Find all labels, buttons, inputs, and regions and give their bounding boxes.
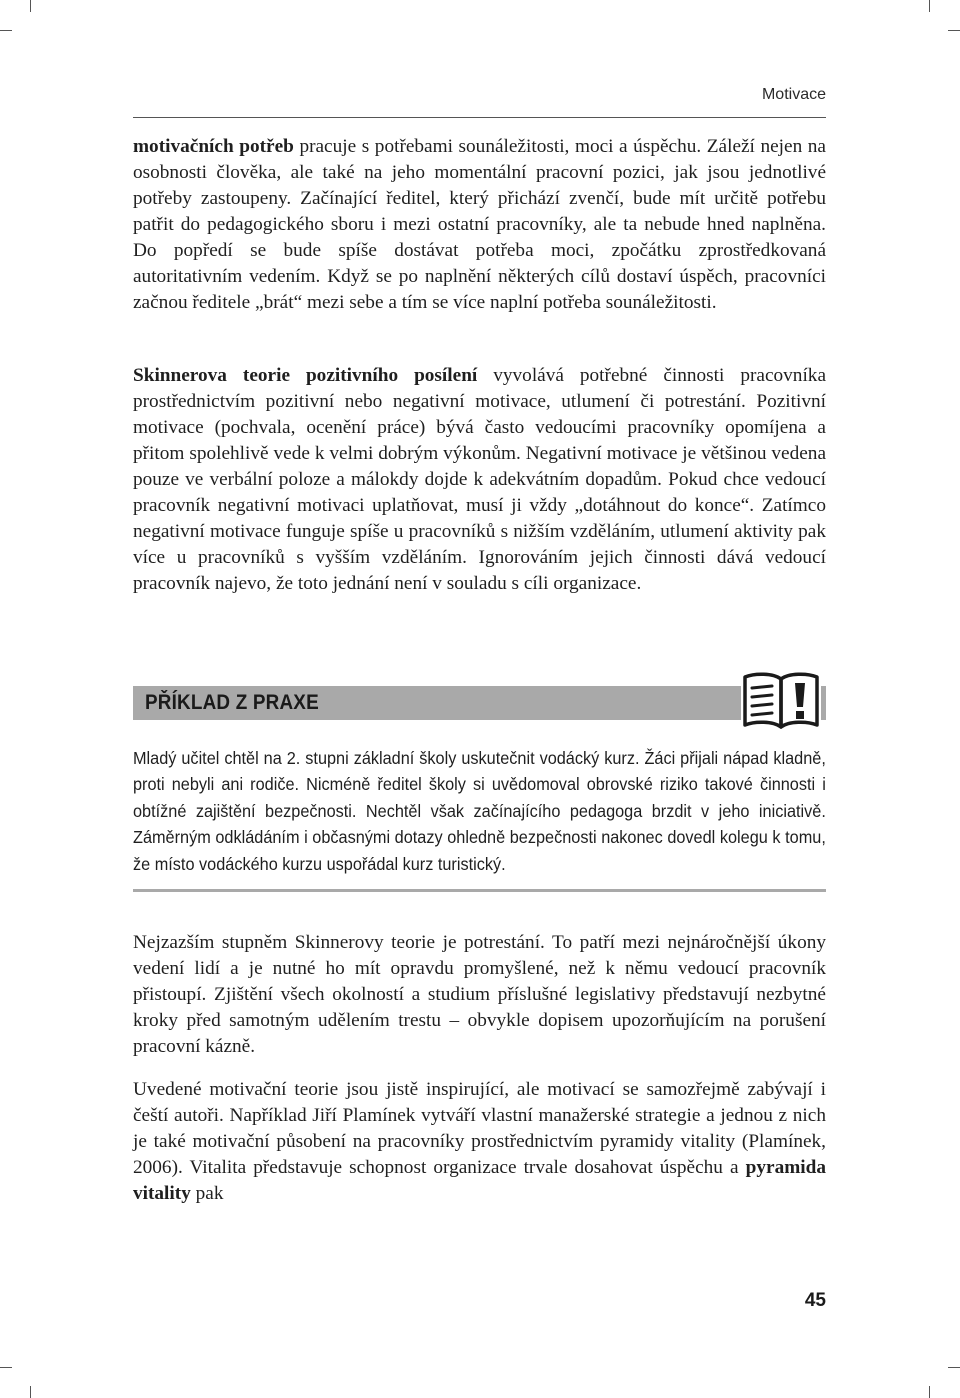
example-text: Mladý učitel chtěl na 2. stupni základní školy uskutečnit vodácký kurz. Žáci přijali nápad kladně, proti nebyli ani rodiče. Nicméně ředitel školy si uvědomoval obrovské riziko takové činnosti i obtížné zajištění bezpečnosti. Nechtěl však začínajícího pedagoga brzdit v jeho iniciativě. Záměrným odkládáním i občasnými dotazy ohledně bezpečnosti nakonec dovedl kolegu k tomu, že místo vodáckého kurzu uspořádal kurz turistický. — [133, 748, 826, 874]
paragraph-motivation-needs — [133, 134, 826, 316]
term-motivational-needs: motivačních potřeb — [133, 136, 294, 157]
paragraph-czech-authors — [133, 1077, 826, 1207]
book-exclamation-icon — [741, 667, 821, 731]
term-pyramid-vitality: pyramida vitality — [133, 1157, 826, 1204]
paragraph-3-text: Nejzazším stupněm Skinnerovy teorie je potrestání. To patří mezi nejnáročnější úkony vedení lidí a je nutné ho mít opravdu promyšlené, než k němu vedoucí pracovník přistoupí. Zjištění všech okolností a studium příslušné legislativy představují nezbytné kroky před samotným udělením trestu – obvykle dopisem upozorňujícím na porušení pracovní kázně. — [133, 932, 826, 1057]
paragraph-1-text: pracuje s potřebami sounáležitosti, moci a úspěchu. Záleží nejen na osobnosti člověka, ale také na jeho momentální pracovní pozici, jak jsou jednotlivé potřeby zastoupeny. Začínající ředitel, který přichází zvenčí, bude mít určitě potřebu patřit do pedagogického sboru i mezi ostatní pracovníky, ale ta nebude hned naplněna. Do popředí se bude spíše dostávat potřeba moci, zpočátku zprostředkovaná autoritativním vedením. Když se po naplnění některých cílů dostaví úspěch, pracovníci začnou ředitele „brát“ mezi sebe a tím se více naplní potřeba sounáležitosti. — [133, 136, 826, 313]
example-bottom-rule — [133, 889, 826, 892]
header-rule — [133, 117, 826, 118]
page-number: 45 — [804, 1290, 826, 1311]
crop-mark-bottom-right-h — [948, 1367, 960, 1368]
crop-mark-top-left-h — [0, 30, 12, 31]
paragraph-4-text: Uvedené motivační teorie jsou jistě inspirující, ale motivací se samozřejmě zabývají i čeští autoři. Například Jiří Plamínek vytváří vlastní manažerské strategie a jednou z nich je také motivační působení na pracovníky prostřednictvím pyramidy vitality (Plamínek, 2006). Vitalita představuje schopnost organizace trvale dosahovat úspěchu a — [133, 1079, 826, 1178]
crop-mark-top-right — [929, 0, 930, 12]
paragraph-punishment — [133, 930, 826, 1060]
crop-mark-bottom-left — [30, 1386, 31, 1398]
crop-mark-top-right-h — [948, 30, 960, 31]
crop-mark-bottom-left-h — [0, 1367, 12, 1368]
crop-mark-top-left — [30, 0, 31, 12]
paragraph-2-text: vyvolává potřebné činnosti pracovníka prostřednictvím pozitivní nebo negativní motivace, utlumení či potrestání. Pozitivní motivace (pochvala, ocenění práce) bývá často vedoucími pracovníky opomíjena a přitom spolehlivě vede k velmi dobrým výkonům. Negativní motivace je většinou vedena pouze ve verbální poloze a málokdy dojde k adekvátním dopadům. Pokud chce vedoucí pracovník negativní motivaci uplatňovat, musí ji vždy „dotáhnout do konce“. Zatímco negativní motivace funguje spíše u pracovníků s nižším vzděláním, utlumení aktivity pak více u pracovníků s vyšším vzděláním. Ignorováním jejich činnosti dává vedoucí pracovník najevo, že toto jednání není v souladu s cíli organizace. — [133, 365, 826, 594]
term-skinner-theory: Skinnerova teorie pozitivního posílení — [133, 365, 478, 386]
example-title: PŘÍKLAD Z PRAXE — [145, 691, 319, 714]
running-header-title: Motivace — [761, 86, 826, 103]
crop-mark-bottom-right — [929, 1386, 930, 1398]
paragraph-skinner-theory — [133, 363, 826, 597]
paragraph-4-tail: pak — [190, 1183, 224, 1204]
